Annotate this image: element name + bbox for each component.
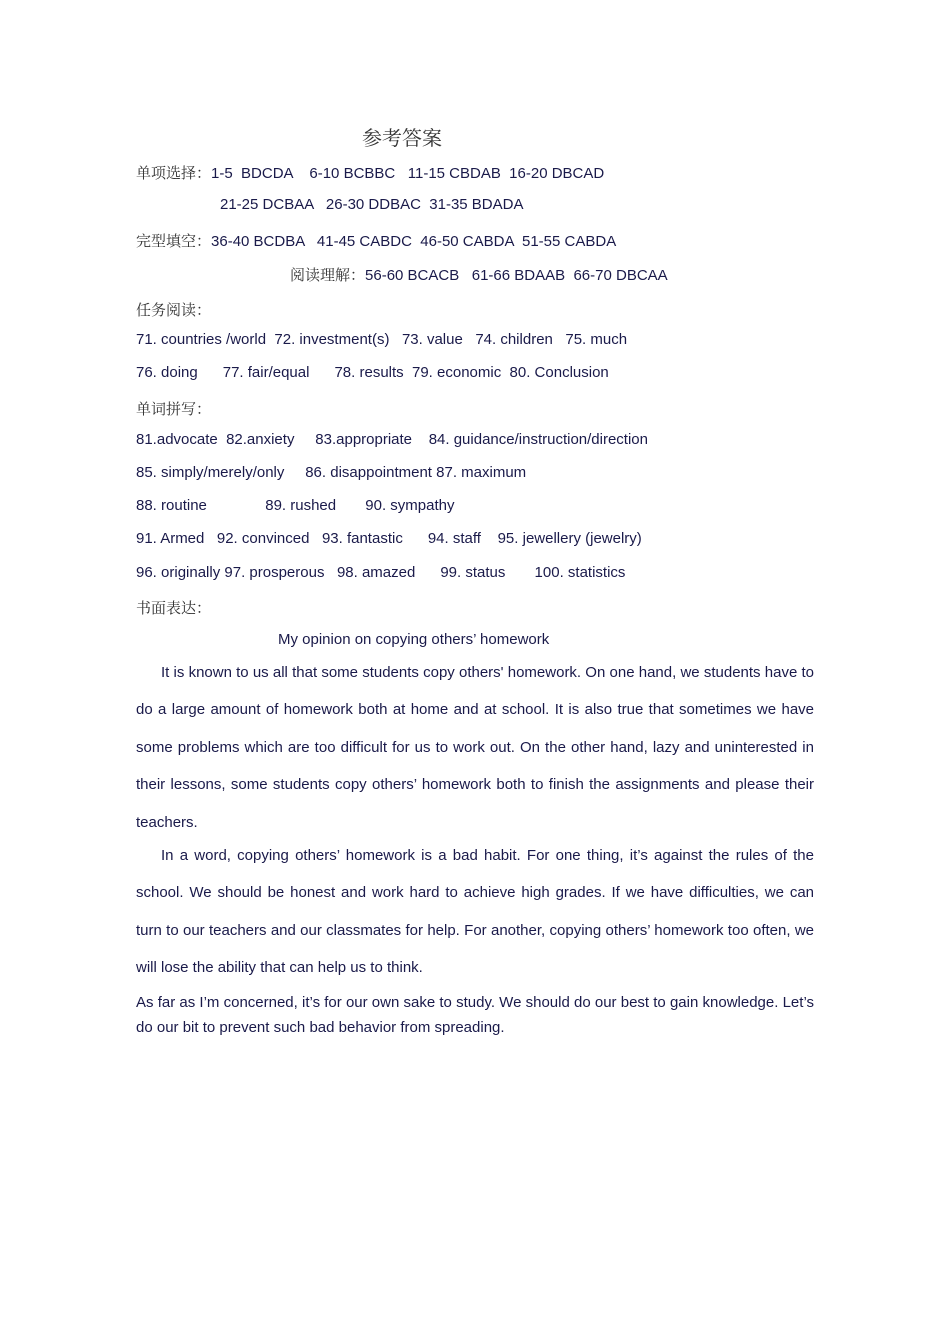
essay-title: My opinion on copying others’ homework	[278, 631, 550, 648]
spelling-heading: 单词拼写：	[136, 400, 212, 418]
task-reading-answers-1: 71. countries /world 72. investment(s) 73. value 74. children 75. much	[136, 331, 628, 348]
writing-heading: 书面表达：	[136, 599, 212, 617]
spelling-answers-1: 81.advocate 82.anxiety 83.appropriate 84. guidance/instruction/direction	[136, 431, 648, 448]
essay-paragraph-1: It is known to us all that some students copy others' homework. On one hand, we students have to do a large amount of homework both at home and at school. It is also true that sometimes we have some problems which are too difficult for us to work out. On the other hand, lazy and uninterested in their lessons, some students copy others’ homework both to finish the assignments and please their teachers.	[136, 664, 814, 831]
spelling-answers-4: 91. Armed 92. convinced 93. fantastic 94. staff 95. jewellery (jewelry)	[136, 530, 642, 547]
spelling-answers-3: 88. routine 89. rushed 90. sympathy	[136, 497, 455, 514]
single-choice-answers-1: 1-5 BDCDA 6-10 BCBBC 11-15 CBDAB 16-20 DBCAD	[211, 165, 605, 182]
reading-line	[290, 264, 668, 285]
task-reading-heading: 任务阅读：	[136, 301, 212, 319]
essay-paragraph-3: As far as I’m concerned, it’s for our own sake to study. We should do our best to gain knowledge. Let’s do our bit to prevent such bad behavior from spreading.	[136, 994, 814, 1036]
cloze-label: 完型填空：	[136, 232, 212, 250]
essay-paragraph-2: In a word, copying others’ homework is a bad habit. For one thing, it’s against the rules of the school. We should be honest and work hard to achieve high grades. If we have difficulties, we can turn to our teachers and our classmates for help. For another, copying others’ homework too often, we will lose the ability that can help us to think.	[136, 847, 814, 977]
single-choice-line-1	[136, 162, 604, 183]
task-reading-answers-2: 76. doing 77. fair/equal 78. results 79. economic 80. Conclusion	[136, 364, 609, 381]
spelling-answers-2: 85. simply/merely/only 86. disappointment 87. maximum	[136, 464, 527, 481]
cloze-answers: 36-40 BCDBA 41-45 CABDC 46-50 CABDA 51-55 CABDA	[211, 233, 617, 250]
page-title: 参考答案	[362, 126, 442, 150]
reading-answers: 56-60 BCACB 61-66 BDAAB 66-70 DBCAA	[365, 267, 668, 284]
spelling-answers-5: 96. originally 97. prosperous 98. amazed 99. status 100. statistics	[136, 564, 626, 581]
reading-label: 阅读理解：	[290, 266, 366, 284]
single-choice-answers-2: 21-25 DCBAA 26-30 DDBAC 31-35 BDADA	[220, 196, 524, 213]
cloze-line	[136, 230, 616, 251]
single-choice-label: 单项选择：	[136, 164, 212, 182]
